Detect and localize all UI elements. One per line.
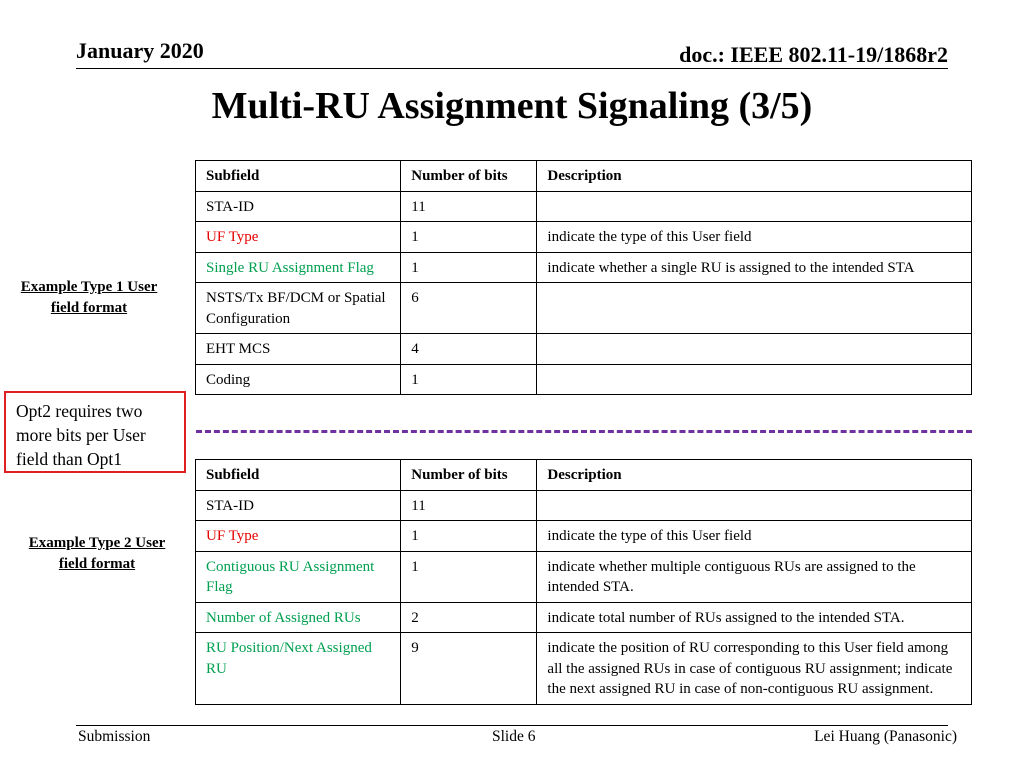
table-row [196, 222, 972, 253]
description-cell [537, 490, 972, 521]
description-cell [537, 191, 972, 222]
type1-user-field-table [195, 160, 972, 395]
bits-cell: 1 [401, 222, 537, 253]
bits-cell: 11 [401, 191, 537, 222]
bits-cell: 2 [401, 602, 537, 633]
bits-cell: 11 [401, 490, 537, 521]
header-subfield: Subfield [196, 460, 401, 491]
subfield-cell: RU Position/Next Assigned RU [196, 633, 401, 705]
table-row [196, 490, 972, 521]
dashed-divider [196, 430, 972, 433]
description-cell: indicate whether a single RU is assigned to the intended STA [537, 252, 972, 283]
opt2-note-box: Opt2 requires two more bits per User field than Opt1 [4, 391, 186, 473]
footer-author: Lei Huang (Panasonic) [814, 728, 957, 745]
header-subfield: Subfield [196, 161, 401, 192]
bits-cell: 9 [401, 633, 537, 705]
table-row [196, 551, 972, 602]
subfield-cell: UF Type [196, 521, 401, 552]
header-divider [76, 68, 948, 69]
bits-cell: 1 [401, 364, 537, 395]
slide-title: Multi-RU Assignment Signaling (3/5) [211, 85, 813, 127]
description-cell: indicate the type of this User field [537, 222, 972, 253]
header-bits: Number of bits [401, 460, 537, 491]
table-header-row [196, 161, 972, 192]
bits-cell: 6 [401, 283, 537, 334]
subfield-cell: NSTS/Tx BF/DCM or Spatial Configuration [196, 283, 401, 334]
subfield-cell: UF Type [196, 222, 401, 253]
subfield-cell: Single RU Assignment Flag [196, 252, 401, 283]
bits-cell: 1 [401, 252, 537, 283]
header-bits: Number of bits [401, 161, 537, 192]
header-doc-id: doc.: IEEE 802.11-19/1868r2 [679, 42, 948, 67]
footer-divider [76, 725, 948, 726]
description-cell: indicate the type of this User field [537, 521, 972, 552]
subfield-cell: EHT MCS [196, 334, 401, 365]
table-row [196, 633, 972, 705]
bits-cell: 1 [401, 551, 537, 602]
table-row [196, 602, 972, 633]
header-description: Description [537, 161, 972, 192]
footer-slide-number: Slide 6 [492, 728, 536, 745]
table-row [196, 334, 972, 365]
bits-cell: 1 [401, 521, 537, 552]
bits-cell: 4 [401, 334, 537, 365]
type2-label-text: Example Type 2 User field format [28, 535, 166, 572]
table-row [196, 521, 972, 552]
header-description: Description [537, 460, 972, 491]
table-row [196, 191, 972, 222]
description-cell: indicate the position of RU corresponding to this User field among all the assigned RUs in case of contiguous RU assignment; indicate the next assigned RU in case of non-contiguous RU assignment. [537, 633, 972, 705]
footer-submission: Submission [78, 728, 151, 745]
type2-user-field-table [195, 459, 972, 705]
table-row [196, 283, 972, 334]
type1-label [6, 277, 172, 318]
description-cell [537, 364, 972, 395]
description-cell: indicate total number of RUs assigned to the intended STA. [537, 602, 972, 633]
subfield-cell: Coding [196, 364, 401, 395]
table-row [196, 364, 972, 395]
subfield-cell: STA-ID [196, 490, 401, 521]
description-cell [537, 334, 972, 365]
description-cell: indicate whether multiple contiguous RUs are assigned to the intended STA. [537, 551, 972, 602]
table-row [196, 252, 972, 283]
subfield-cell: Number of Assigned RUs [196, 602, 401, 633]
subfield-cell: STA-ID [196, 191, 401, 222]
type1-label-text: Example Type 1 User field format [20, 279, 158, 316]
table-header-row [196, 460, 972, 491]
subfield-cell: Contiguous RU Assignment Flag [196, 551, 401, 602]
header-date: January 2020 [76, 38, 204, 63]
type2-label [14, 533, 180, 574]
description-cell [537, 283, 972, 334]
